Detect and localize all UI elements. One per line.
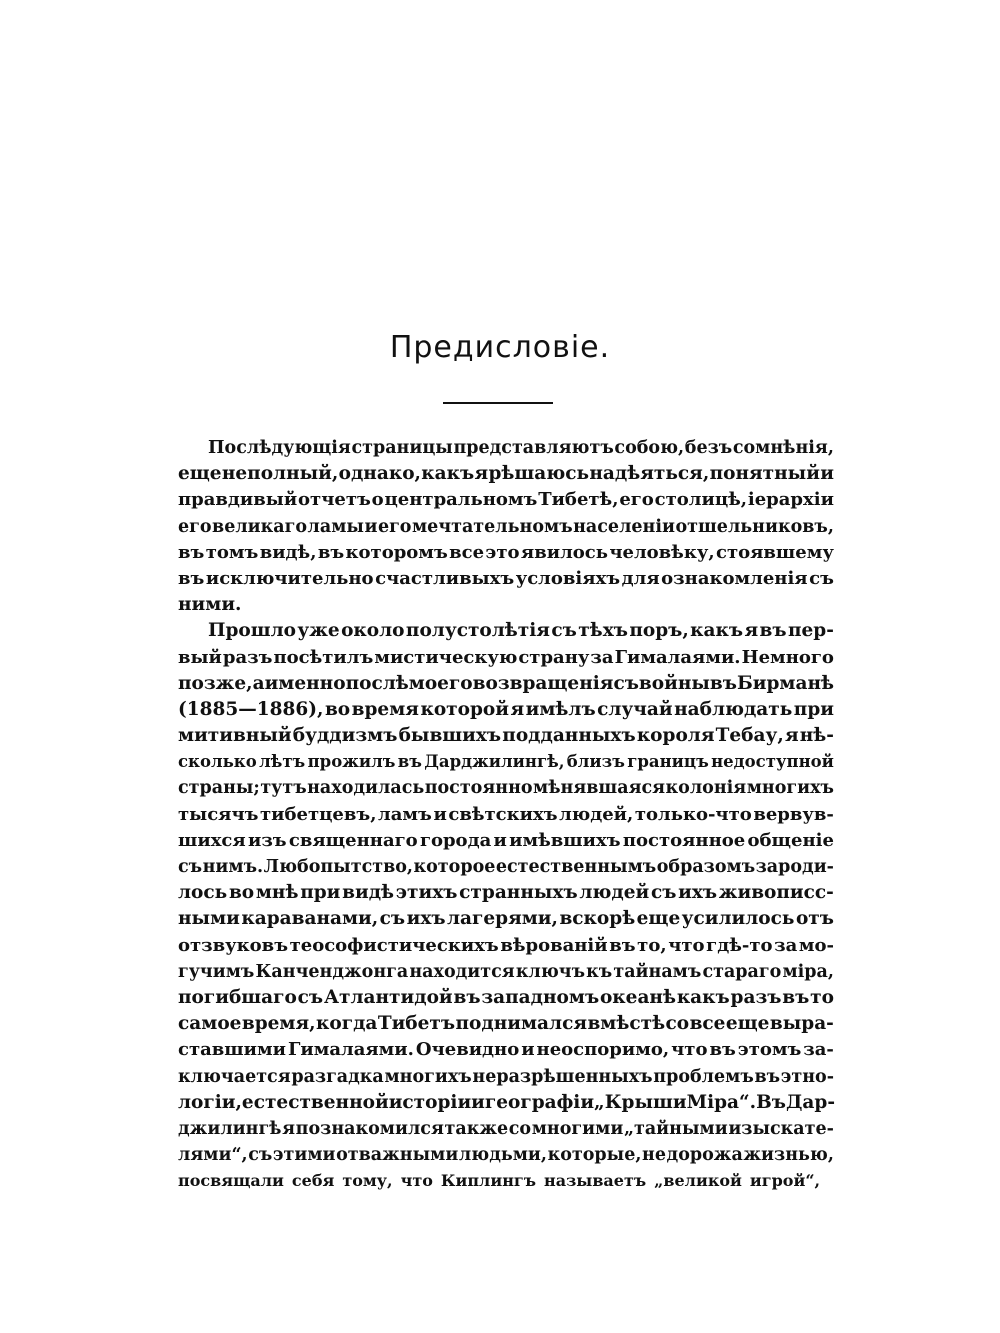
word: и [493, 829, 507, 851]
text-line [178, 435, 834, 461]
word: которые, [547, 1145, 642, 1166]
word: за- [803, 1039, 834, 1061]
word: отъ [795, 908, 834, 930]
word: ламы [307, 516, 364, 537]
word: условіяхъ [515, 567, 621, 589]
word: ными [178, 908, 240, 930]
word: мо- [798, 934, 834, 956]
word: имѣлъ [525, 698, 596, 720]
word: разъ [222, 646, 273, 668]
word: неоспоримо, [536, 1039, 670, 1061]
word: зароди- [755, 857, 834, 877]
word: границъ [627, 752, 709, 772]
word: познакомился [295, 1118, 444, 1139]
text-line [178, 1011, 834, 1037]
word: не [642, 1145, 666, 1166]
word: имѣвшихъ [509, 829, 621, 851]
word: въ [754, 1066, 781, 1087]
word: еще [725, 1013, 770, 1035]
word: этомъ [737, 1039, 802, 1061]
word: ключъ [515, 961, 585, 982]
text-line [178, 775, 834, 801]
word: подданныхъ [502, 725, 636, 747]
word: живописс- [718, 882, 834, 904]
word: города [419, 829, 492, 851]
text-line [178, 618, 834, 644]
word: видѣ, [259, 541, 317, 563]
word: себя [291, 1171, 335, 1191]
word: съ [650, 882, 677, 904]
text-line [178, 645, 834, 671]
word: томъ [205, 541, 259, 563]
word: многими [531, 1118, 624, 1139]
word: іерархіи [747, 489, 834, 511]
word: священнаго [288, 829, 418, 851]
word: ламъ [378, 803, 432, 825]
word: его [377, 516, 412, 537]
word: поднимался [455, 1013, 588, 1035]
word: географіи [484, 1091, 595, 1113]
word: какъ [676, 986, 730, 1008]
text-line [178, 671, 834, 697]
text-line [178, 1116, 834, 1142]
word: еще [178, 463, 222, 485]
word: лагерями, [447, 908, 558, 930]
word: называетъ [543, 1171, 647, 1191]
word: Гималаями. [287, 1039, 414, 1061]
word: въ [709, 672, 737, 694]
body-text [178, 435, 834, 1194]
word: общеніе [747, 829, 834, 851]
word: то, [637, 934, 667, 956]
word: мнѣ [255, 882, 299, 904]
word: столицѣ, [654, 489, 748, 511]
word: какъ [690, 620, 744, 642]
word: стоявшему [715, 541, 834, 563]
text-line [178, 592, 834, 618]
text-line [178, 933, 834, 959]
word: тибетцевъ, [260, 803, 377, 825]
word: многихъ [384, 1066, 472, 1087]
word: уже [297, 620, 340, 642]
word: тому, [342, 1171, 393, 1191]
word: лось [178, 882, 228, 904]
word: поръ, [629, 620, 689, 642]
word: Послѣдующія [208, 438, 351, 458]
word: что [668, 934, 705, 956]
word: посѣтилъ [273, 646, 374, 668]
word: западномъ [481, 986, 600, 1008]
word: стараго [702, 961, 782, 982]
word: логіи, [178, 1091, 242, 1113]
word: неразрѣшенныхъ [472, 1066, 653, 1087]
word: исключительно [205, 567, 374, 589]
word: я [744, 620, 759, 642]
text-line [178, 749, 834, 775]
word: ихъ [406, 908, 446, 930]
word: Тебау, [715, 725, 784, 747]
word: и [820, 463, 834, 485]
word: именно [264, 672, 346, 694]
word: для [621, 567, 660, 589]
word: тѣхъ [578, 620, 628, 642]
word: недоступной [711, 752, 834, 772]
word: тутъ [260, 778, 307, 799]
text-line [178, 959, 834, 985]
word: погибшаго [178, 986, 297, 1008]
word: колонія [665, 778, 747, 799]
word: и [364, 516, 378, 537]
word: я [282, 1118, 296, 1139]
word: гдѣ-то [706, 934, 773, 956]
text-line [178, 697, 834, 723]
word: жизнью, [743, 1145, 834, 1166]
text-line [178, 985, 834, 1011]
word: къ [586, 961, 613, 982]
word: постоянно [424, 778, 533, 799]
word: войны [638, 672, 710, 694]
word: шихся [178, 829, 246, 851]
text-line [178, 566, 834, 592]
page-title: Предисловіе. [389, 330, 611, 365]
word: этихъ [395, 882, 458, 904]
word: вервув- [753, 803, 834, 825]
word: полустолѣтія [405, 620, 550, 642]
word: Немного [741, 646, 834, 668]
word: людей [579, 882, 650, 904]
word: „Крыши [594, 1091, 687, 1113]
word: счастливыхъ [375, 567, 515, 589]
word: надѣяться, [589, 463, 710, 485]
word: нѣ- [799, 725, 834, 747]
text-line [178, 880, 834, 906]
word: съ [551, 620, 577, 642]
word: представляютъ [453, 438, 614, 458]
word: его [178, 516, 212, 537]
word: изъ [247, 829, 287, 851]
word: Атлантидой [323, 986, 453, 1008]
word: усилилось [681, 908, 795, 930]
word: людьми, [458, 1145, 548, 1166]
word: еще [636, 908, 681, 930]
text-line [178, 802, 834, 828]
word: только-что [634, 803, 752, 825]
word: когда [316, 1013, 378, 1035]
word: Очевидно [415, 1039, 520, 1061]
word: я [784, 725, 799, 747]
word: караванами, [241, 908, 379, 930]
word: его [619, 489, 654, 511]
word: со [508, 1118, 532, 1139]
word: а [252, 672, 265, 694]
word: джилингѣ [178, 1118, 282, 1139]
word: съ [809, 567, 834, 589]
word: и [521, 1039, 535, 1061]
word: проблемъ [653, 1066, 754, 1087]
word: позже, [178, 672, 253, 694]
word: гучимъ [178, 961, 255, 982]
word: моего [408, 672, 473, 694]
word: посвящали [178, 1171, 284, 1191]
word: все [689, 1013, 726, 1035]
word: вый [178, 646, 222, 668]
word: однако, [338, 463, 421, 485]
word: человѣку, [609, 541, 715, 563]
word: неполный, [221, 463, 339, 485]
word: которомъ [345, 541, 448, 563]
word: рѣшаюсь [488, 463, 590, 485]
text-line [178, 1064, 834, 1090]
word: океанѣ [599, 986, 676, 1008]
word: въ [178, 541, 205, 563]
word: которое [413, 857, 496, 877]
word: что [400, 1171, 433, 1191]
word: Міра“. [686, 1091, 757, 1113]
word: изыскате- [728, 1118, 834, 1139]
word: странныхъ [459, 882, 578, 904]
word: лѣтъ [259, 752, 306, 772]
word: разъ [730, 986, 782, 1008]
word: въ [782, 986, 810, 1008]
word: центральномъ [384, 489, 538, 511]
word: въ [759, 620, 787, 642]
word: это [485, 541, 520, 563]
word: образомъ [656, 857, 756, 877]
word: (1885—1886), [178, 698, 324, 720]
word: безъ [684, 438, 733, 458]
word: явилось [520, 541, 608, 563]
word: за [774, 934, 798, 956]
word: Киплингъ [440, 1171, 536, 1191]
word: мистическую [374, 646, 518, 668]
word: сомнѣнія, [732, 438, 834, 458]
word: исторіи [388, 1091, 472, 1113]
word: этими [272, 1145, 336, 1166]
text-line [178, 514, 834, 540]
word: видѣ [342, 882, 395, 904]
word: съ [248, 1145, 273, 1166]
word: постоянное [622, 829, 746, 851]
word: что [671, 1039, 708, 1061]
word: въ [453, 986, 481, 1008]
word: понятный [709, 463, 820, 485]
word: Прошло [208, 620, 297, 642]
word: наблюдать [674, 698, 793, 720]
word: и [471, 1091, 485, 1113]
word: самое [178, 1013, 242, 1035]
word: во [228, 882, 255, 904]
word: пер- [787, 620, 834, 642]
word: прожилъ [307, 752, 396, 772]
word: ознакомленія [661, 567, 808, 589]
word: вскорѣ [559, 908, 636, 930]
word: этно- [780, 1066, 834, 1087]
text-line [178, 906, 834, 932]
word: послѣ [345, 672, 409, 694]
word: Тибетѣ, [538, 489, 619, 511]
text-line [178, 1168, 834, 1194]
word: ихъ [678, 882, 718, 904]
word: находится [409, 961, 515, 982]
word: великаго [212, 516, 308, 537]
word: при [793, 698, 834, 720]
word: многихъ [746, 778, 834, 799]
word: съ [613, 672, 639, 694]
word: мѣнявшаяся [533, 778, 666, 799]
word: отшельниковъ, [675, 516, 834, 537]
word: я [510, 698, 525, 720]
word: собою, [614, 438, 685, 458]
word: ними. [178, 594, 242, 616]
word: дорожа [666, 1145, 743, 1166]
word: митивный [178, 725, 292, 747]
word: Гималаями. [614, 646, 741, 668]
word: страну [518, 646, 590, 668]
text-line [178, 828, 834, 854]
word: время, [241, 1013, 316, 1035]
title-divider [443, 402, 553, 404]
word: Канченджонга [255, 961, 409, 982]
word: во [324, 698, 351, 720]
text-line [178, 1142, 834, 1168]
word: страны; [178, 778, 260, 799]
word: съ [297, 986, 324, 1008]
text-line [178, 461, 834, 487]
word: короля [636, 725, 715, 747]
word: естественнымъ [495, 857, 657, 877]
word: людей, [559, 803, 634, 825]
word: Бирманѣ [736, 672, 835, 694]
word: мечтательномъ [411, 516, 573, 537]
word: буддизмъ [292, 725, 398, 747]
text-line [178, 487, 834, 513]
word: случай [597, 698, 673, 720]
word: съ [379, 908, 406, 930]
word: Дар- [785, 1091, 836, 1113]
word: въ [397, 752, 422, 772]
word: свѣтскихъ [448, 803, 558, 825]
word: отчетъ [298, 489, 371, 511]
word: около [341, 620, 405, 642]
word: вмѣстѣ [587, 1013, 666, 1035]
word: въ [178, 567, 205, 589]
word: за [590, 646, 614, 668]
word: вѣрованій [500, 934, 608, 956]
word: какъ [421, 463, 475, 485]
word: о [371, 489, 384, 511]
text-line [178, 723, 834, 749]
word: населеніи [573, 516, 675, 537]
word: „великой [654, 1171, 742, 1191]
word: Тибетъ [377, 1013, 456, 1035]
word: тайнамъ [613, 961, 702, 982]
word: страницы [351, 438, 453, 458]
word: находилась [307, 778, 425, 799]
word: все [449, 541, 485, 563]
word: то [810, 986, 834, 1008]
word: также [444, 1118, 509, 1139]
word: тысячъ [178, 803, 259, 825]
word: съ [178, 857, 203, 877]
word: отзвуковъ [178, 934, 288, 956]
word: бывшихъ [398, 725, 502, 747]
word: въ [317, 541, 345, 563]
word: Любопытство, [263, 857, 413, 877]
word: правдивый [178, 489, 298, 511]
word: ставшими [178, 1039, 286, 1061]
word: игрой“, [749, 1171, 821, 1191]
word: теософистическихъ [289, 934, 499, 956]
word: со [665, 1013, 690, 1035]
word: въ [609, 934, 636, 956]
word: Дарджилингѣ, [424, 752, 565, 772]
text-line [178, 854, 834, 880]
word: нимъ. [202, 857, 264, 877]
word: сколько [178, 752, 257, 772]
text-line [178, 1090, 834, 1116]
word: близъ [566, 752, 625, 772]
word: въ [709, 1039, 736, 1061]
word: Въ [756, 1091, 786, 1113]
word: ключается [178, 1066, 291, 1087]
word: при [300, 882, 341, 904]
word: отважными [336, 1145, 459, 1166]
word: и [433, 803, 447, 825]
word: разгадка [291, 1066, 384, 1087]
word: естественной [241, 1091, 389, 1113]
word: время [351, 698, 419, 720]
text-line [178, 540, 834, 566]
word: лями“, [178, 1145, 248, 1166]
word: которой [420, 698, 509, 720]
word: я [474, 463, 489, 485]
word: выра- [769, 1013, 834, 1035]
word: возвращенія [472, 672, 614, 694]
word: „тайными [623, 1118, 728, 1139]
text-line [178, 1037, 834, 1063]
word: міра, [782, 961, 834, 982]
